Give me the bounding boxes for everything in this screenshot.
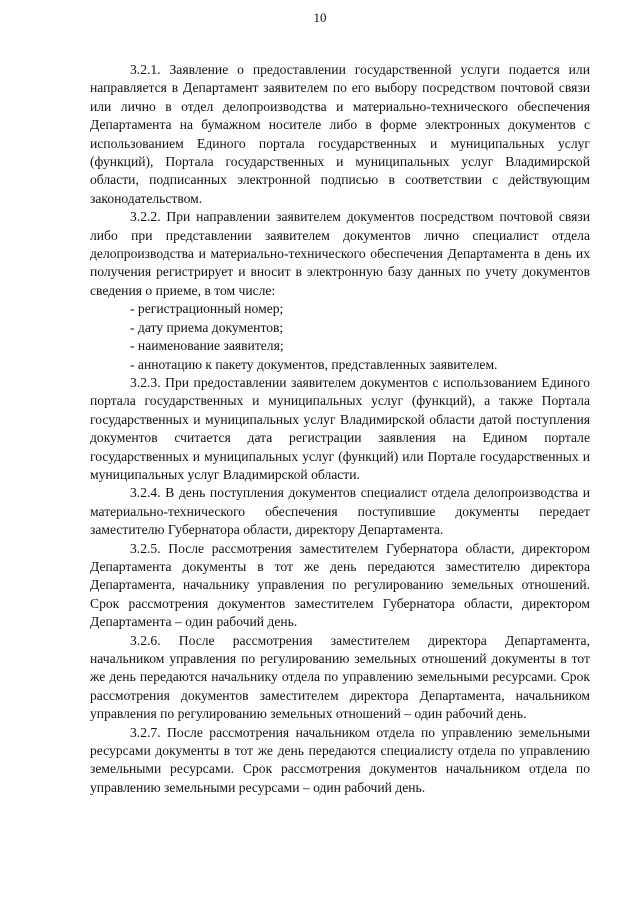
list-item-annotation: - аннотацию к пакету документов, представленных заявителем.: [130, 356, 498, 372]
paragraph-3-2-7: 3.2.7. После рассмотрения начальником отдела по управлению земельными ресурсами документы в тот же день передаются специалисту отдела по управлению земельными ресурсами. Срок рассмотрения документов начальником отдела по управлению земельными ресурсами – один рабочий день.: [90, 724, 590, 795]
list-item-receipt-date: - дату приема документов;: [130, 319, 284, 335]
paragraph-3-2-2: 3.2.2. При направлении заявителем документов посредством почтовой связи либо при представлении заявителем документов лично специалист отдела делопроизводства и материально-технического обеспечения Департамента в день их получения регистрирует и вносит в электронную базу данных по учету документов сведения о приеме, в том числе:: [90, 209, 590, 298]
document-body: [90, 61, 590, 797]
paragraph-3-2-1: 3.2.1. Заявление о предоставлении государственной услуги подается или направляется в Департамент заявителем по его выбору посредством почтовой связи или лично в отдел делопроизводства и материально-технического обеспечения Департамента на бумажном носителе либо в форме электронных документов с использованием Единого портала государственных и муниципальных услуг (функций), Портала государственных и муниципальных услуг Владимирской области, подписанных электронной подписью в соответствии с действующим законодательством.: [90, 62, 590, 206]
paragraph-3-2-4: 3.2.4. В день поступления документов специалист отдела делопроизводства и материально-технического обеспечения поступившие документы передает заместителю Губернатора области, директору Департамента.: [90, 485, 590, 538]
paragraph-3-2-6: 3.2.6. После рассмотрения заместителем директора Департамента, начальником управления по регулированию земельных отношений документы в тот же день передаются начальнику отдела по управлению земельными ресурсами. Срок рассмотрения документов заместителем директора Департамента, начальником управления по регулированию земельных отношений – один рабочий день.: [90, 632, 590, 722]
page-number: 10: [313, 10, 327, 25]
list-item-registration-number: - регистрационный номер;: [130, 301, 284, 317]
paragraph-3-2-3: 3.2.3. При предоставлении заявителем документов с использованием Единого портала государственных и муниципальных услуг (функций), а также Портала государственных и муниципальных услуг Владимирской области датой поступления документов считается дата регистрации заявления на Едином портале государственных и муниципальных услуг (функций) или Портале государственных и муниципальных услуг Владимирской области.: [90, 374, 590, 482]
list-item-applicant-name: - наименование заявителя;: [130, 338, 284, 354]
paragraph-3-2-5: 3.2.5. После рассмотрения заместителем Губернатора области, директором Департамента документы в тот же день передаются заместителю директора Департамента, начальнику управления по регулированию земельных отношений. Срок рассмотрения документов заместителем Губернатора области, директором Департамента – один рабочий день.: [90, 540, 590, 630]
